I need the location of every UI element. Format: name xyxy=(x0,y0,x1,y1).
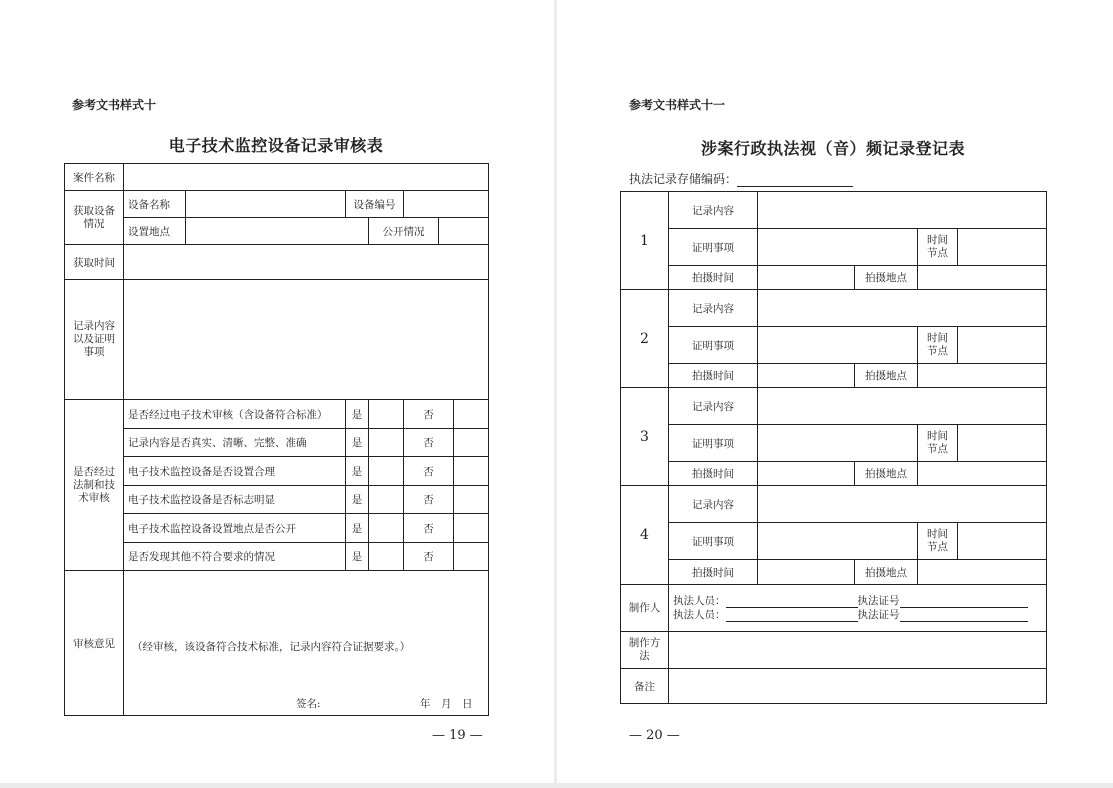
time-point-label: 时间节点 xyxy=(918,523,958,560)
time-point-label: 时间节点 xyxy=(918,327,958,364)
no-label: 否 xyxy=(404,429,454,457)
content-field[interactable] xyxy=(758,388,1047,425)
officer-label: 执法人员： xyxy=(673,609,726,621)
proof-label: 证明事项 xyxy=(669,523,758,560)
producer-field xyxy=(669,585,1047,632)
no-checkbox[interactable] xyxy=(454,514,489,543)
shoot-place-label: 拍摄地点 xyxy=(855,462,918,486)
remarks-label: 备注 xyxy=(621,669,669,704)
no-label: 否 xyxy=(404,400,454,429)
device-name-field[interactable] xyxy=(186,191,346,218)
review-item: 电子技术监控设备是否标志明显 xyxy=(124,486,346,514)
method-field[interactable] xyxy=(669,632,1047,669)
review-item: 电子技术监控设备设置地点是否公开 xyxy=(124,514,346,543)
opinion-text: （经审核，该设备符合技术标准，记录内容符合证据要求。） xyxy=(132,641,411,653)
officer-label: 执法人员： xyxy=(673,595,726,607)
cert-label: 执法证号 xyxy=(857,609,900,621)
device-name-label: 设备名称 xyxy=(124,191,186,218)
time-point-field[interactable] xyxy=(958,229,1047,266)
group-index: 4 xyxy=(621,486,669,585)
case-name-field[interactable] xyxy=(124,164,489,191)
yes-checkbox[interactable] xyxy=(369,514,404,543)
device-info-label: 获取设备情况 xyxy=(65,191,124,245)
no-label: 否 xyxy=(404,457,454,486)
no-checkbox[interactable] xyxy=(454,543,489,571)
method-label: 制作方法 xyxy=(621,632,669,669)
time-point-field[interactable] xyxy=(958,327,1047,364)
review-label: 是否经过法制和技术审核 xyxy=(65,400,124,571)
remarks-field[interactable] xyxy=(669,669,1047,704)
yes-label: 是 xyxy=(346,486,369,514)
officer-field[interactable] xyxy=(726,596,858,608)
review-item: 是否经过电子技术审核（含设备符合标准） xyxy=(124,400,346,429)
shoot-place-field[interactable] xyxy=(918,364,1047,388)
shoot-time-field[interactable] xyxy=(758,364,855,388)
shoot-place-label: 拍摄地点 xyxy=(855,266,918,290)
content-field[interactable] xyxy=(124,280,489,400)
storage-code-label: 执法记录存储编码： xyxy=(629,172,738,186)
shoot-time-field[interactable] xyxy=(758,266,855,290)
proof-label: 证明事项 xyxy=(669,425,758,462)
proof-field[interactable] xyxy=(758,327,918,364)
date-label: 年 月 日 xyxy=(420,698,473,710)
page-number: — 19 — xyxy=(432,728,483,743)
yes-checkbox[interactable] xyxy=(369,429,404,457)
shoot-time-label: 拍摄时间 xyxy=(669,266,758,290)
shoot-time-label: 拍摄时间 xyxy=(669,364,758,388)
time-point-label: 时间节点 xyxy=(918,229,958,266)
yes-checkbox[interactable] xyxy=(369,543,404,571)
content-field[interactable] xyxy=(758,290,1047,327)
officer-field[interactable] xyxy=(726,610,858,622)
signature-label: 签名: xyxy=(296,698,321,710)
yes-label: 是 xyxy=(346,400,369,429)
proof-field[interactable] xyxy=(758,523,918,560)
cert-label: 执法证号 xyxy=(857,595,900,607)
time-point-label: 时间节点 xyxy=(918,425,958,462)
content-label: 记录内容 xyxy=(669,192,758,229)
opinion-field[interactable] xyxy=(124,571,489,716)
shoot-place-field[interactable] xyxy=(918,560,1047,585)
doc-label: 参考文书样式十 xyxy=(72,98,157,112)
no-checkbox[interactable] xyxy=(454,486,489,514)
form-title: 涉案行政执法视（音）频记录登记表 xyxy=(700,139,965,158)
review-item: 是否发现其他不符合要求的情况 xyxy=(124,543,346,571)
device-number-field[interactable] xyxy=(404,191,489,218)
content-field[interactable] xyxy=(758,192,1047,229)
shoot-place-label: 拍摄地点 xyxy=(855,560,918,585)
location-label: 设置地点 xyxy=(124,218,186,245)
content-label: 记录内容 xyxy=(669,290,758,327)
review-item: 电子技术监控设备是否设置合理 xyxy=(124,457,346,486)
form-title: 电子技术监控设备记录审核表 xyxy=(168,136,384,155)
content-field[interactable] xyxy=(758,486,1047,523)
no-checkbox[interactable] xyxy=(454,400,489,429)
acquire-time-label: 获取时间 xyxy=(65,245,124,280)
producer-label: 制作人 xyxy=(621,585,669,632)
shoot-place-field[interactable] xyxy=(918,266,1047,290)
shoot-time-label: 拍摄时间 xyxy=(669,560,758,585)
cert-field[interactable] xyxy=(900,610,1028,622)
review-form-table xyxy=(64,163,489,716)
recording-register-table xyxy=(620,191,1047,704)
group-index: 1 xyxy=(621,192,669,290)
case-name-label: 案件名称 xyxy=(65,164,124,191)
yes-checkbox[interactable] xyxy=(369,457,404,486)
time-point-field[interactable] xyxy=(958,425,1047,462)
proof-field[interactable] xyxy=(758,229,918,266)
shoot-time-label: 拍摄时间 xyxy=(669,462,758,486)
shoot-place-label: 拍摄地点 xyxy=(855,364,918,388)
content-label: 记录内容 xyxy=(669,486,758,523)
proof-label: 证明事项 xyxy=(669,327,758,364)
public-field[interactable] xyxy=(439,218,489,245)
group-index: 2 xyxy=(621,290,669,388)
review-item: 记录内容是否真实、清晰、完整、准确 xyxy=(124,429,346,457)
storage-code xyxy=(629,170,853,187)
device-number-label: 设备编号 xyxy=(346,191,404,218)
yes-label: 是 xyxy=(346,457,369,486)
yes-label: 是 xyxy=(346,543,369,571)
no-label: 否 xyxy=(404,543,454,571)
acquire-time-field[interactable] xyxy=(124,245,489,280)
group-index: 3 xyxy=(621,388,669,486)
yes-label: 是 xyxy=(346,429,369,457)
public-label: 公开情况 xyxy=(369,218,439,245)
opinion-label: 审核意见 xyxy=(65,571,124,716)
no-checkbox[interactable] xyxy=(454,429,489,457)
no-checkbox[interactable] xyxy=(454,457,489,486)
time-point-field[interactable] xyxy=(958,523,1047,560)
proof-label: 证明事项 xyxy=(669,229,758,266)
content-label: 记录内容 xyxy=(669,388,758,425)
cert-field[interactable] xyxy=(900,596,1028,608)
proof-field[interactable] xyxy=(758,425,918,462)
doc-label: 参考文书样式十一 xyxy=(629,98,726,112)
shoot-time-field[interactable] xyxy=(758,462,855,486)
yes-checkbox[interactable] xyxy=(369,486,404,514)
shoot-place-field[interactable] xyxy=(918,462,1047,486)
yes-label: 是 xyxy=(346,514,369,543)
no-label: 否 xyxy=(404,514,454,543)
shoot-time-field[interactable] xyxy=(758,560,855,585)
storage-code-field[interactable] xyxy=(737,175,853,187)
no-label: 否 xyxy=(404,486,454,514)
yes-checkbox[interactable] xyxy=(369,400,404,429)
page-left xyxy=(0,0,554,783)
content-label: 记录内容以及证明事项 xyxy=(65,280,124,400)
page-number: — 20 — xyxy=(629,728,680,743)
page-right xyxy=(557,0,1113,783)
location-field[interactable] xyxy=(186,218,369,245)
